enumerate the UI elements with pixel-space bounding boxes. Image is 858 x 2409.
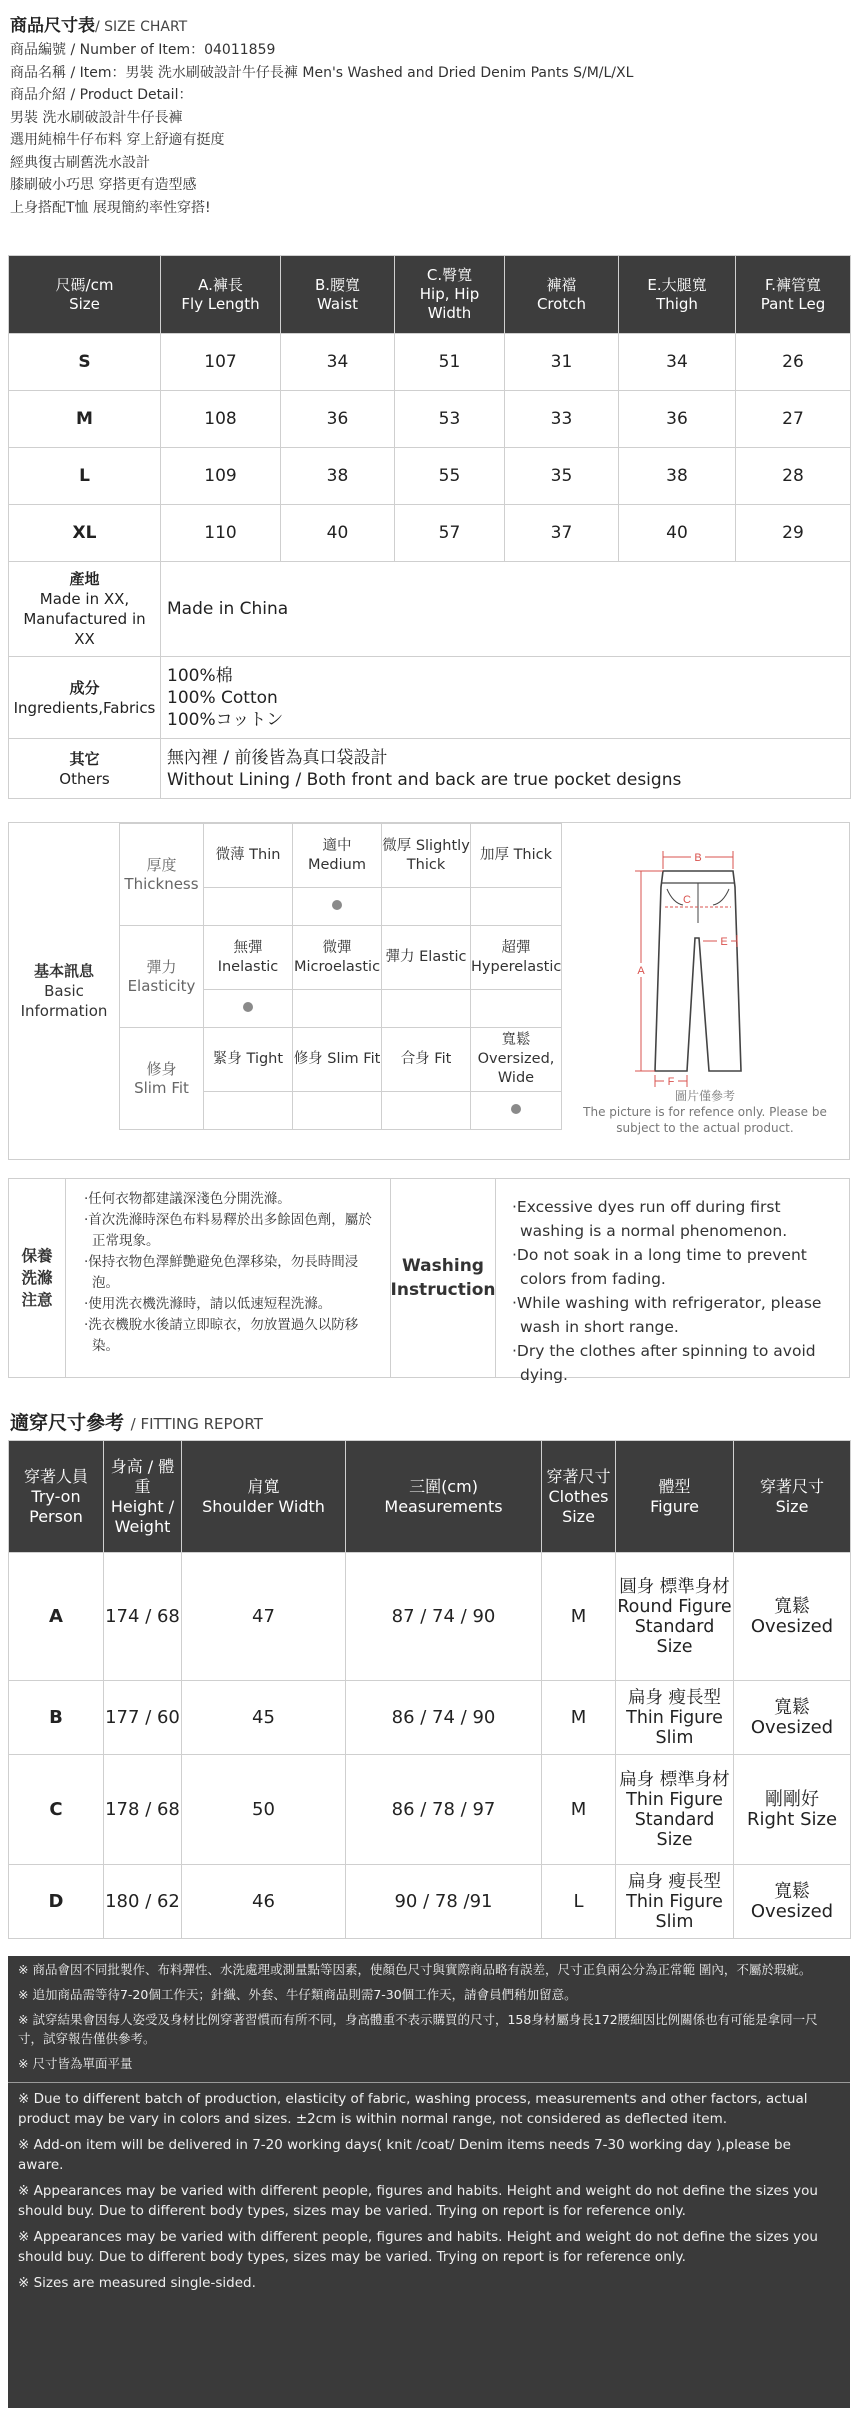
thickness-label [120, 824, 204, 926]
origin-label-zh: 產地 [69, 570, 100, 588]
size-cell: L [9, 448, 161, 505]
fit-cell [734, 1865, 851, 1939]
shoulder-cell: 46 [182, 1865, 346, 1939]
col-header [542, 1441, 616, 1553]
notes-section [8, 1956, 850, 2408]
indicator-cell [471, 990, 562, 1028]
ingredients-line: 100%コットン [167, 709, 284, 730]
figure-cell [616, 1681, 734, 1755]
fitting-header-row [9, 1441, 851, 1553]
col-header-zh: 尺碼/cm [55, 275, 114, 294]
col-header [736, 256, 851, 334]
basic-info-label-zh: 基本訊息 [33, 962, 94, 980]
divider [8, 2082, 850, 2083]
fit-cell [734, 1681, 851, 1755]
others-line: Without Lining / Both front and back are true pocket designs [167, 769, 682, 790]
note-zh: ※ 商品會因不同批製作、布料彈性、水洗處理或測量點等因素，使顏色尺寸與實際商品略有誤差，尺寸正負兩公分為正常範 圍內，不屬於瑕疵。 [18, 1962, 812, 1977]
origin-label-en: Made in XX, Manufactured in XX [23, 590, 146, 648]
ingredients-label-en: Ingredients,Fabrics [13, 698, 156, 717]
figure-cell [616, 1865, 734, 1939]
fit-label-en: Slim Fit [134, 1078, 189, 1097]
others-label-zh: 其它 [69, 749, 100, 768]
clothes-size-cell: M [542, 1553, 616, 1681]
height-weight-cell: 177 / 60 [104, 1681, 182, 1755]
shoulder-cell: 45 [182, 1681, 346, 1755]
product-detail-line: 上身搭配T恤 展現簡約率性穿搭! [10, 199, 211, 216]
shoulder-cell: 50 [182, 1755, 346, 1865]
size-cell: M [9, 391, 161, 448]
indicator-cell [471, 1092, 562, 1130]
table-cell: 35 [505, 448, 619, 505]
list-item: ·洗衣機脫水後請立即晾衣，勿放置過久以防移染。 [84, 1317, 359, 1354]
col-header [395, 256, 505, 334]
col-header-zh: 三圍(cm) [409, 1476, 478, 1496]
table-cell: 53 [395, 391, 505, 448]
col-header-en: Fly Length [181, 294, 260, 313]
table-row [9, 448, 851, 505]
table-cell: 26 [736, 334, 851, 391]
list-item: ·使用洗衣機洗滌時，請以低速短程洗滌。 [84, 1296, 332, 1312]
note-en: ※ Add-on item will be delivered in 7-20 working days( knit /coat/ Denim items needs 7-30 working day ),please be aware. [18, 2137, 791, 2173]
ingredients-line: 100% Cotton [167, 687, 278, 708]
selected-dot-icon [332, 900, 342, 910]
elasticity-label-en: Elasticity [127, 976, 196, 995]
note-zh: ※ 試穿結果會因每人姿受及身材比例穿著習慣而有所不同，身高體重不表示購買的尺寸，158身材屬身長172腰細因比例關係也有可能是拿同一尺寸，試穿報告僅供參考。 [18, 2012, 818, 2046]
option-hyperelastic: 超彈 Hyperelastic [471, 926, 562, 990]
indicator-cell [204, 1092, 293, 1130]
person-cell: D [9, 1865, 104, 1939]
col-header-zh: F.褲管寬 [765, 275, 821, 294]
col-header-en: Thigh [656, 294, 698, 313]
diagram-caption-en: The picture is for refence only. Please be subject to the actual product. [583, 1105, 827, 1135]
table-cell: 36 [281, 391, 395, 448]
note-zh: ※ 追加商品需等待7-20個工作天；針織、外套、牛仔類商品則需7-30個工作天，請會員們稍加留意。 [18, 1987, 577, 2002]
size-cell: XL [9, 505, 161, 562]
product-detail-line: 男裝 洗水刷破設計牛仔長褲 [10, 109, 183, 126]
table-cell: 107 [161, 334, 281, 391]
col-header [104, 1441, 182, 1553]
origin-value: Made in China [161, 562, 851, 657]
fitting-title-en: / FITTING REPORT [130, 1415, 263, 1433]
list-item: ·While washing with refrigerator, please wash in short range. [512, 1294, 822, 1336]
table-cell: 110 [161, 505, 281, 562]
thickness-label-zh: 厚度 [146, 855, 177, 874]
size-chart-header-row [9, 256, 851, 334]
washing-list-zh [65, 1179, 390, 1377]
product-detail-line: 膝刷破小巧思 穿搭更有造型感 [10, 177, 197, 193]
col-header-zh: E.大腿寬 [647, 275, 707, 294]
option-fit: 合身 Fit [382, 1028, 471, 1092]
measurements-cell: 86 / 78 / 97 [346, 1755, 542, 1865]
figure-zh: 圓身 標準身材 [619, 1576, 730, 1597]
table-cell: 40 [619, 505, 736, 562]
list-item: ·Dry the clothes after spinning to avoid dying. [512, 1342, 816, 1384]
col-header-en: Measurements [384, 1496, 503, 1516]
indicator-cell [293, 990, 382, 1028]
col-header-zh: 體型 [658, 1476, 691, 1496]
col-header-zh: A.褲長 [198, 275, 243, 294]
diagram-label-c: C [683, 894, 691, 906]
col-header-en: Size [775, 1496, 809, 1516]
col-header [9, 256, 161, 334]
option-inelastic: 無彈 Inelastic [204, 926, 293, 990]
note-zh: ※ 尺寸皆為單面平量 [18, 2056, 133, 2071]
col-header [619, 256, 736, 334]
col-header-en: Waist [317, 294, 358, 313]
washing-label-zh [9, 1179, 65, 1377]
fit-cell [734, 1755, 851, 1865]
table-cell: 37 [505, 505, 619, 562]
indicator-cell [382, 888, 471, 926]
shoulder-cell: 47 [182, 1553, 346, 1681]
others-label [9, 739, 161, 799]
col-header [182, 1441, 346, 1553]
product-detail-line: 選用純棉牛仔布料 穿上舒適有挺度 [10, 132, 225, 148]
fit-zh: 寬鬆 [774, 1696, 810, 1718]
table-cell: 38 [281, 448, 395, 505]
measurements-cell: 90 / 78 /91 [346, 1865, 542, 1939]
clothes-size-cell: L [542, 1865, 616, 1939]
indicator-cell [382, 990, 471, 1028]
table-cell: 36 [619, 391, 736, 448]
person-cell: B [9, 1681, 104, 1755]
product-detail-line: 經典復古刷舊洗水設計 [10, 154, 150, 171]
col-header-en: Height / Weight [110, 1496, 175, 1536]
ingredients-line: 100%棉 [167, 665, 233, 686]
col-header [505, 256, 619, 334]
list-item: ·首次洗滌時深色布料易釋於出多餘固色劑，屬於正常現象。 [84, 1212, 372, 1249]
indicator-cell [293, 1092, 382, 1130]
col-header [281, 256, 395, 334]
size-chart-table [8, 255, 851, 799]
elasticity-label [120, 926, 204, 1028]
fit-en: Ovesized [750, 1615, 834, 1637]
table-cell: 28 [736, 448, 851, 505]
basic-info-grid [119, 823, 562, 1130]
table-cell: 108 [161, 391, 281, 448]
diagram-label-a: A [637, 965, 645, 977]
item-name: 商品名稱 / Item：男裝 洗水刷破設計牛仔長褲 Men's Washed and Dried Denim Pants S/M/L/XL [10, 64, 634, 81]
size-chart-title [10, 14, 850, 39]
col-header [161, 256, 281, 334]
measurements-cell: 86 / 74 / 90 [346, 1681, 542, 1755]
table-cell: 33 [505, 391, 619, 448]
selected-dot-icon [243, 1002, 253, 1012]
fit-row [120, 1028, 562, 1092]
col-header-en: Shoulder Width [202, 1496, 325, 1516]
option-thick: 加厚 Thick [471, 824, 562, 888]
figure-en: Thin Figure Standard Size [626, 1789, 723, 1850]
others-value [161, 739, 851, 799]
fit-zh: 寬鬆 [774, 1595, 810, 1617]
col-header [734, 1441, 851, 1553]
fit-cell [734, 1553, 851, 1681]
origin-row [9, 562, 851, 657]
ingredients-label-zh: 成分 [69, 678, 100, 697]
height-weight-cell: 178 / 68 [104, 1755, 182, 1865]
elasticity-label-zh: 彈力 [146, 957, 177, 976]
others-line: 無內裡 / 前後皆為真口袋設計 [167, 747, 388, 768]
height-weight-cell: 174 / 68 [104, 1553, 182, 1681]
table-cell: 29 [736, 505, 851, 562]
pants-diagram-icon [621, 843, 791, 1088]
ingredients-row [9, 657, 851, 739]
basic-info-label [9, 823, 119, 1159]
figure-zh: 扁身 瘦長型 [627, 1871, 722, 1892]
table-cell: 34 [619, 334, 736, 391]
figure-cell [616, 1755, 734, 1865]
washing-instruction-title: Washing Instruction [390, 1179, 496, 1377]
table-cell: 38 [619, 448, 736, 505]
table-row [9, 1865, 851, 1939]
col-header-zh: 肩寬 [247, 1476, 280, 1496]
size-cell: S [9, 334, 161, 391]
ingredients-value [161, 657, 851, 739]
diagram-label-b: B [694, 852, 702, 864]
basic-info-section [8, 822, 850, 1160]
col-header [9, 1441, 104, 1553]
table-row [9, 1681, 851, 1755]
fit-en: Ovesized [750, 1900, 834, 1922]
fit-zh: 剛剛好 [765, 1788, 819, 1810]
option-microelastic: 微彈 Microelastic [293, 926, 382, 990]
option-slim-fit: 修身 Slim Fit [293, 1028, 382, 1092]
diagram-caption-zh: 圖片僅參考 [674, 1089, 735, 1103]
col-header-en: Size [69, 294, 100, 313]
size-chart-title-zh: 商品尺寸表 [10, 16, 95, 36]
pants-diagram [561, 823, 849, 1159]
figure-zh: 扁身 標準身材 [619, 1769, 730, 1790]
ingredients-label [9, 657, 161, 739]
diagram-label-f: F [667, 1076, 675, 1088]
indicator-cell [204, 990, 293, 1028]
clothes-size-cell: M [542, 1681, 616, 1755]
fitting-report-title [10, 1408, 263, 1435]
col-header-en: Clothes Size [548, 1486, 609, 1526]
table-row [9, 334, 851, 391]
washing-label-text: 保養洗滌注意 [21, 1247, 53, 1309]
note-en: ※ Sizes are measured single-sided. [18, 2275, 256, 2291]
figure-cell [616, 1553, 734, 1681]
figure-zh: 扁身 瘦長型 [627, 1687, 722, 1708]
option-thin: 微薄 Thin [204, 824, 293, 888]
washing-list-en [496, 1179, 849, 1384]
fitting-report-table [8, 1440, 851, 1939]
note-en: ※ Appearances may be varied with different people, figures and habits. Height and weight do not define the sizes you should buy. Due to different body types, sizes may be varied. Trying on report is for reference only. [18, 2229, 818, 2265]
elasticity-row [120, 926, 562, 990]
diagram-label-e: E [720, 936, 728, 948]
table-row [9, 1553, 851, 1681]
origin-label [9, 562, 161, 657]
diagram-caption [561, 1088, 849, 1136]
table-row [9, 1755, 851, 1865]
col-header-zh: 穿著人員 [23, 1466, 88, 1486]
fit-en: Right Size [746, 1808, 838, 1830]
fitting-title-zh: 適穿尺寸參考 [10, 1412, 125, 1434]
col-header-zh: 褲襠 [546, 275, 577, 294]
col-header-zh: 穿著尺寸 [546, 1466, 611, 1486]
list-item: ·Excessive dyes run off during first washing is a normal phenomenon. [512, 1198, 788, 1240]
size-chart-title-en: / SIZE CHART [95, 19, 188, 35]
col-header [346, 1441, 542, 1553]
height-weight-cell: 180 / 62 [104, 1865, 182, 1939]
table-cell: 31 [505, 334, 619, 391]
table-cell: 34 [281, 334, 395, 391]
table-row [9, 505, 851, 562]
col-header-zh: C.臀寬 [426, 266, 473, 284]
option-tight: 緊身 Tight [204, 1028, 293, 1092]
basic-info-label-en: Basic Information [20, 982, 108, 1020]
product-header [10, 14, 850, 219]
table-cell: 27 [736, 391, 851, 448]
col-header-en: Crotch [536, 294, 587, 313]
item-number: 商品編號 / Number of Item：04011859 [10, 42, 276, 58]
table-cell: 51 [395, 334, 505, 391]
table-cell: 55 [395, 448, 505, 505]
others-row [9, 739, 851, 799]
list-item: ·任何衣物都建議深淺色分開洗滌。 [84, 1191, 291, 1207]
indicator-cell [382, 1092, 471, 1130]
col-header-zh: 身高 / 體重 [110, 1456, 175, 1496]
col-header-en: Hip, Hip Width [419, 285, 480, 322]
indicator-cell [471, 888, 562, 926]
clothes-size-cell: M [542, 1755, 616, 1865]
indicator-cell [204, 888, 293, 926]
table-cell: 109 [161, 448, 281, 505]
col-header-en: Pant Leg [760, 294, 826, 313]
option-medium: 適中 Medium [293, 824, 382, 888]
fit-label [120, 1028, 204, 1130]
selected-dot-icon [511, 1104, 521, 1114]
washing-section [8, 1178, 850, 1384]
col-header-zh: B.腰寬 [314, 275, 361, 294]
list-item: ·保持衣物色澤鮮艷避免色澤移染，勿長時間浸泡。 [84, 1254, 359, 1291]
fit-zh: 寬鬆 [774, 1880, 810, 1902]
figure-en: Round Figure Standard Size [617, 1596, 732, 1657]
table-cell: 57 [395, 505, 505, 562]
figure-en: Thin Figure Slim [626, 1707, 723, 1748]
table-cell: 40 [281, 505, 395, 562]
figure-en: Thin Figure Slim [626, 1891, 723, 1932]
fit-label-zh: 修身 [146, 1059, 177, 1078]
note-en: ※ Due to different batch of production, elasticity of fabric, washing process, measurements and other factors, actual product may be vary in colors and sizes. ±2cm is within normal range, not considered as deflected item. [18, 2091, 808, 2127]
list-item: ·Do not soak in a long time to prevent colors from fading. [512, 1246, 807, 1288]
col-header-en: Figure [650, 1496, 699, 1516]
option-oversized: 寬鬆 Oversized, Wide [471, 1028, 562, 1092]
indicator-cell [293, 888, 382, 926]
col-header [616, 1441, 734, 1553]
note-en: ※ Appearances may be varied with different people, figures and habits. Height and weight do not define the sizes you should buy. Due to different body types, sizes may be varied. Trying on report is for reference only. [18, 2183, 818, 2219]
col-header-en: Try-on Person [29, 1486, 83, 1526]
product-detail-label: 商品介紹 / Product Detail： [10, 87, 193, 103]
option-elastic: 彈力 Elastic [382, 926, 471, 990]
others-label-en: Others [59, 769, 110, 788]
measurements-cell: 87 / 74 / 90 [346, 1553, 542, 1681]
person-cell: C [9, 1755, 104, 1865]
option-slightly-thick: 微厚 Slightly Thick [382, 824, 471, 888]
fit-en: Ovesized [750, 1716, 834, 1738]
thickness-label-en: Thickness [124, 874, 199, 893]
person-cell: A [9, 1553, 104, 1681]
table-row [9, 391, 851, 448]
thickness-row [120, 824, 562, 888]
col-header-zh: 穿著尺寸 [759, 1476, 824, 1496]
